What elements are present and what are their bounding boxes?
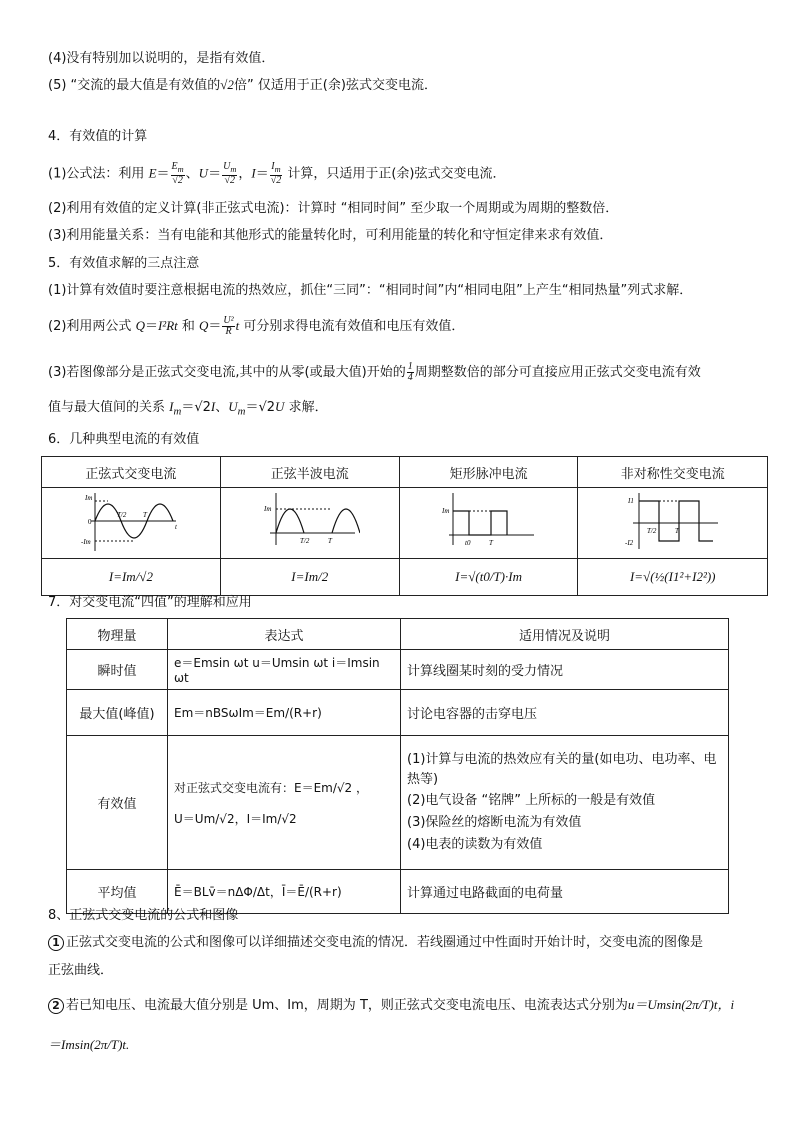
t6-header-1: 正弦式交变电流	[42, 457, 221, 488]
effective-expr-1: 对正弦式交变电流有：E＝Em/√2 ，	[174, 780, 368, 795]
row-instant-name: 瞬时值	[67, 650, 168, 690]
s8-p1-a: 正弦式交变电流的公式和图像可以详细描述交变电流的情况．若线圈通过中性面时开始计时，交变电流的图像是	[66, 935, 704, 950]
row-effective-expr	[168, 736, 401, 870]
svg-text:t: t	[174, 523, 177, 531]
svg-text:0: 0	[87, 518, 92, 526]
s5-l3-a: (3)若图像部分是正弦式交变电流,其中的从零(或最大值)开始的	[48, 365, 406, 380]
t7-header-notes: 适用情况及说明	[401, 619, 729, 650]
four-values-table	[66, 618, 729, 914]
effective-note-1: (1)计算与电流的热效应有关的量(如电功、电功率、电热等)	[407, 751, 717, 787]
item-5-text-b: 倍” 仅适用于正(余)弦式交变电流．	[233, 78, 437, 93]
s5-l2-a: (2)利用两公式	[48, 319, 132, 334]
s5-l4-a: 值与最大值间的关系	[48, 400, 166, 415]
t7-header-expression: 表达式	[168, 619, 401, 650]
s4-line-3: (3)利用能量关系：当有电能和其他形式的能量转化时，可利用能量的转化和守恒定律来求有效值．	[48, 228, 613, 243]
circle-1-icon: 1	[48, 935, 64, 951]
svg-text:T/2: T/2	[116, 511, 127, 519]
t6-header-2: 正弦半波电流	[220, 457, 399, 488]
pulse-formula: I=√(t0/T)·Im	[399, 559, 578, 596]
svg-text:I1: I1	[627, 497, 634, 505]
row-instant-note: 计算线圈某时刻的受力情况	[401, 650, 729, 690]
section-5-title: 5．有效值求解的三点注意	[48, 256, 200, 271]
s8-para-1	[48, 934, 703, 952]
s8-p2-a: 若已知电压、电流最大值分别是 Um、Im，周期为 T，则正弦式交变电流电压、电流表达式分别为	[66, 998, 628, 1013]
half-wave-graph	[220, 488, 399, 559]
t7-header-quantity: 物理量	[67, 619, 168, 650]
sine-formula: I=Im/√2	[42, 559, 221, 596]
s8-para-1b: 正弦曲线．	[48, 963, 114, 978]
row-average-name: 平均值	[67, 870, 168, 914]
s5-line-1: (1)计算有效值时要注意根据电流的热效应，抓住“三同”：“相同时间”内“相同电阻”上产生“相同热量”列式求解．	[48, 283, 693, 298]
effective-note-3: (3)保险丝的熔断电流为有效值	[407, 814, 582, 830]
svg-text:T: T	[488, 539, 493, 547]
s5-line-4: 值与最大值间的关系 $I_m=√2I$、$U_m=√2U$ 求解．	[48, 399, 328, 418]
item-4: (4)没有特别加以说明的，是指有效值．	[48, 51, 275, 66]
svg-text:Im: Im	[263, 505, 272, 513]
svg-text:t0: t0	[464, 539, 471, 547]
item-5-text-a: (5) “交流的最大值是有效值的	[48, 78, 221, 93]
circle-2-icon: 2	[48, 998, 64, 1014]
section-4-title: 4．有效值的计算	[48, 129, 148, 144]
svg-text:-I2: -I2	[624, 539, 633, 547]
section-7-title: 7．对交变电流“四值”的理解和应用	[48, 595, 252, 610]
row-peak-expr: Em＝nBSωIm＝Em/(R+r)	[168, 690, 401, 736]
asymmetric-formula: I=√(½(I1²+I2²))	[578, 559, 768, 596]
s5-line-3: (3)若图像部分是正弦式交变电流,其中的从零(或最大值)开始的 $\frac{1}{4}$ 周期整数倍的部分可直接应用正弦式交变电流有效	[48, 361, 701, 383]
effective-note-2: (2)电气设备 “铭牌” 上所标的一般是有效值	[407, 792, 656, 808]
s4-line-1: (1)公式法：利用 E＝ $\frac{E_m}{√2}$ 、U＝ $\frac{U_m}{√2}$ ，I＝ $\frac{I_m}{√2}$ 计算，只适用于正(余)弦式交变电流．	[48, 161, 506, 186]
sine-wave-graph	[42, 488, 221, 559]
row-average-note: 计算通过电路截面的电荷量	[401, 870, 729, 914]
s5-l3-b: 周期整数倍的部分可直接应用正弦式交变电流有效	[414, 365, 701, 380]
svg-text:T: T	[142, 511, 147, 519]
row-peak-name: 最大值(峰值)	[67, 690, 168, 736]
typical-currents-table	[41, 456, 768, 596]
row-effective-name: 有效值	[67, 736, 168, 870]
s8-p2-b: u＝Umsin(2π/T)t，i	[627, 997, 735, 1012]
s4-line-2: (2)利用有效值的定义计算(非正弦式电流)：计算时 “相同时间” 至少取一个周期或为周期的整数倍．	[48, 201, 619, 216]
asymmetric-wave-graph	[578, 488, 768, 559]
section-8-title: 8、正弦式交变电流的公式和图像	[48, 908, 239, 923]
svg-text:T: T	[674, 527, 679, 535]
s8-para-2	[48, 996, 734, 1015]
svg-text:T/2: T/2	[299, 537, 310, 545]
s4-l1-a: (1)公式法：利用	[48, 166, 145, 182]
svg-text:Im: Im	[84, 494, 93, 502]
row-peak-note: 讨论电容器的击穿电压	[401, 690, 729, 736]
section-6-title: 6．几种典型电流的有效值	[48, 432, 200, 447]
s8-para-3: ＝Imsin(2π/T)t.	[48, 1037, 130, 1052]
t6-header-4: 非对称性交变电流	[578, 457, 768, 488]
row-average-expr: Ē＝BLv̄＝nΔΦ/Δt，Ī＝Ē/(R+r)	[168, 870, 401, 914]
svg-text:T/2: T/2	[646, 527, 657, 535]
row-instant-expr: e＝Emsin ωt u＝Umsin ωt i＝Imsin ωt	[168, 650, 401, 690]
row-effective-notes	[401, 736, 729, 870]
s5-l2-b: 可分别求得电流有效值和电压有效值．	[243, 319, 465, 334]
half-wave-formula: I=Im/2	[220, 559, 399, 596]
item-5: (5) “交流的最大值是有效值的√2倍” 仅适用于正(余)弦式交变电流．	[48, 77, 437, 93]
svg-text:-Im: -Im	[80, 538, 91, 546]
svg-text:Im: Im	[441, 507, 449, 515]
svg-text:T: T	[327, 537, 332, 545]
s5-line-2: (2)利用两公式 Q＝I²Rt 和 Q＝ $\frac{\text{U²}}{R}$ t 可分别求得电流有效值和电压有效值．	[48, 315, 465, 337]
effective-expr-2: U＝Um/√2，I＝Im/√2	[174, 811, 297, 826]
t6-header-3: 矩形脉冲电流	[399, 457, 578, 488]
s5-l4-b: 求解．	[288, 400, 328, 415]
rectangular-pulse-graph	[399, 488, 578, 559]
s4-l1-b: 计算，只适用于正(余)弦式交变电流．	[287, 166, 506, 182]
effective-note-4: (4)电表的读数为有效值	[407, 836, 543, 852]
